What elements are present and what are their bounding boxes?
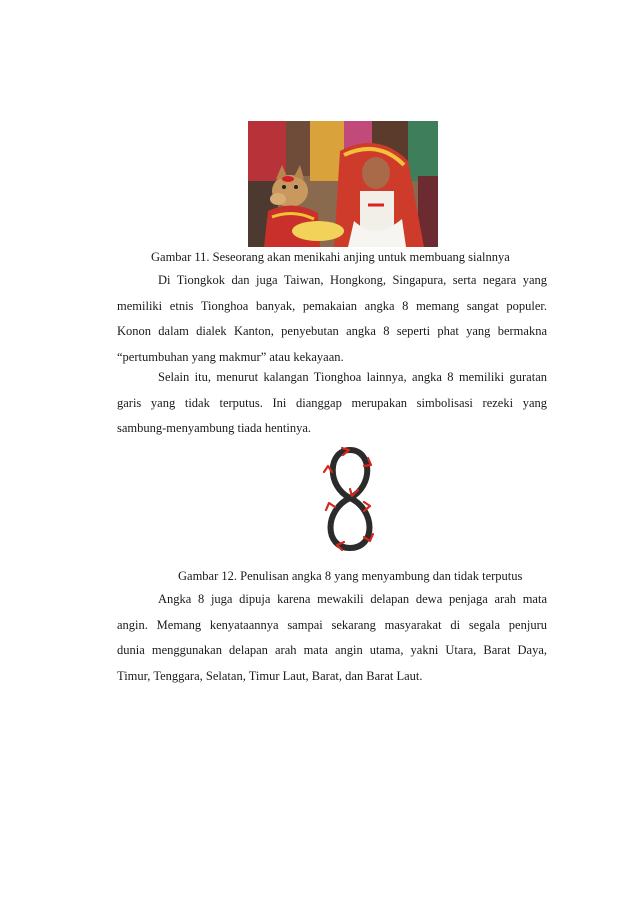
paragraph-line: garis yang tidak terputus. Ini dianggap merupakan simbolisasi rezeki yang	[117, 395, 547, 410]
paragraph-line: Selain itu, menurut kalangan Tionghoa lainnya, angka 8 memiliki guratan	[158, 370, 547, 384]
paragraph-line: Konon dalam dialek Kanton, penyebutan angka 8 seperti phat yang bermakna	[117, 324, 547, 339]
figure-12-caption: Gambar 12. Penulisan angka 8 yang menyambung dan tidak terputus	[178, 569, 523, 583]
paragraph-line: Di Tiongkok dan juga Taiwan, Hongkong, Singapura, serta negara yang	[158, 273, 547, 287]
paragraph-line: “pertumbuhan yang makmur” atau kekayaan.	[117, 350, 344, 365]
figure-eight-drawing	[318, 444, 382, 554]
paragraph-line: Timur, Tenggara, Selatan, Timur Laut, Barat, dan Barat Laut.	[117, 669, 423, 684]
wedding-photo	[248, 121, 438, 247]
paragraph-line: memiliki etnis Tionghoa banyak, pemakaian angka 8 memang sangat populer.	[117, 298, 547, 313]
paragraph-line: dunia menggunakan delapan arah mata angin utama, yakni Utara, Barat Daya,	[117, 643, 547, 658]
paragraph-line: Angka 8 juga dipuja karena mewakili delapan dewa penjaga arah mata	[158, 592, 547, 606]
paragraph-3	[117, 587, 547, 690]
paragraph-line: angin. Memang kenyataannya sampai sekarang masyarakat di segala penjuru	[117, 617, 547, 632]
figure-eight-stroke	[331, 450, 370, 548]
paragraph-1	[117, 268, 547, 371]
figure-eight-image	[318, 444, 382, 554]
paragraph-line: sambung-menyambung tiada hentinya.	[117, 421, 312, 436]
figure-11-caption: Gambar 11. Seseorang akan menikahi anjing untuk membuang sialnnya	[151, 250, 510, 264]
wedding-photo-illustration	[248, 121, 438, 247]
paragraph-2	[117, 365, 547, 442]
